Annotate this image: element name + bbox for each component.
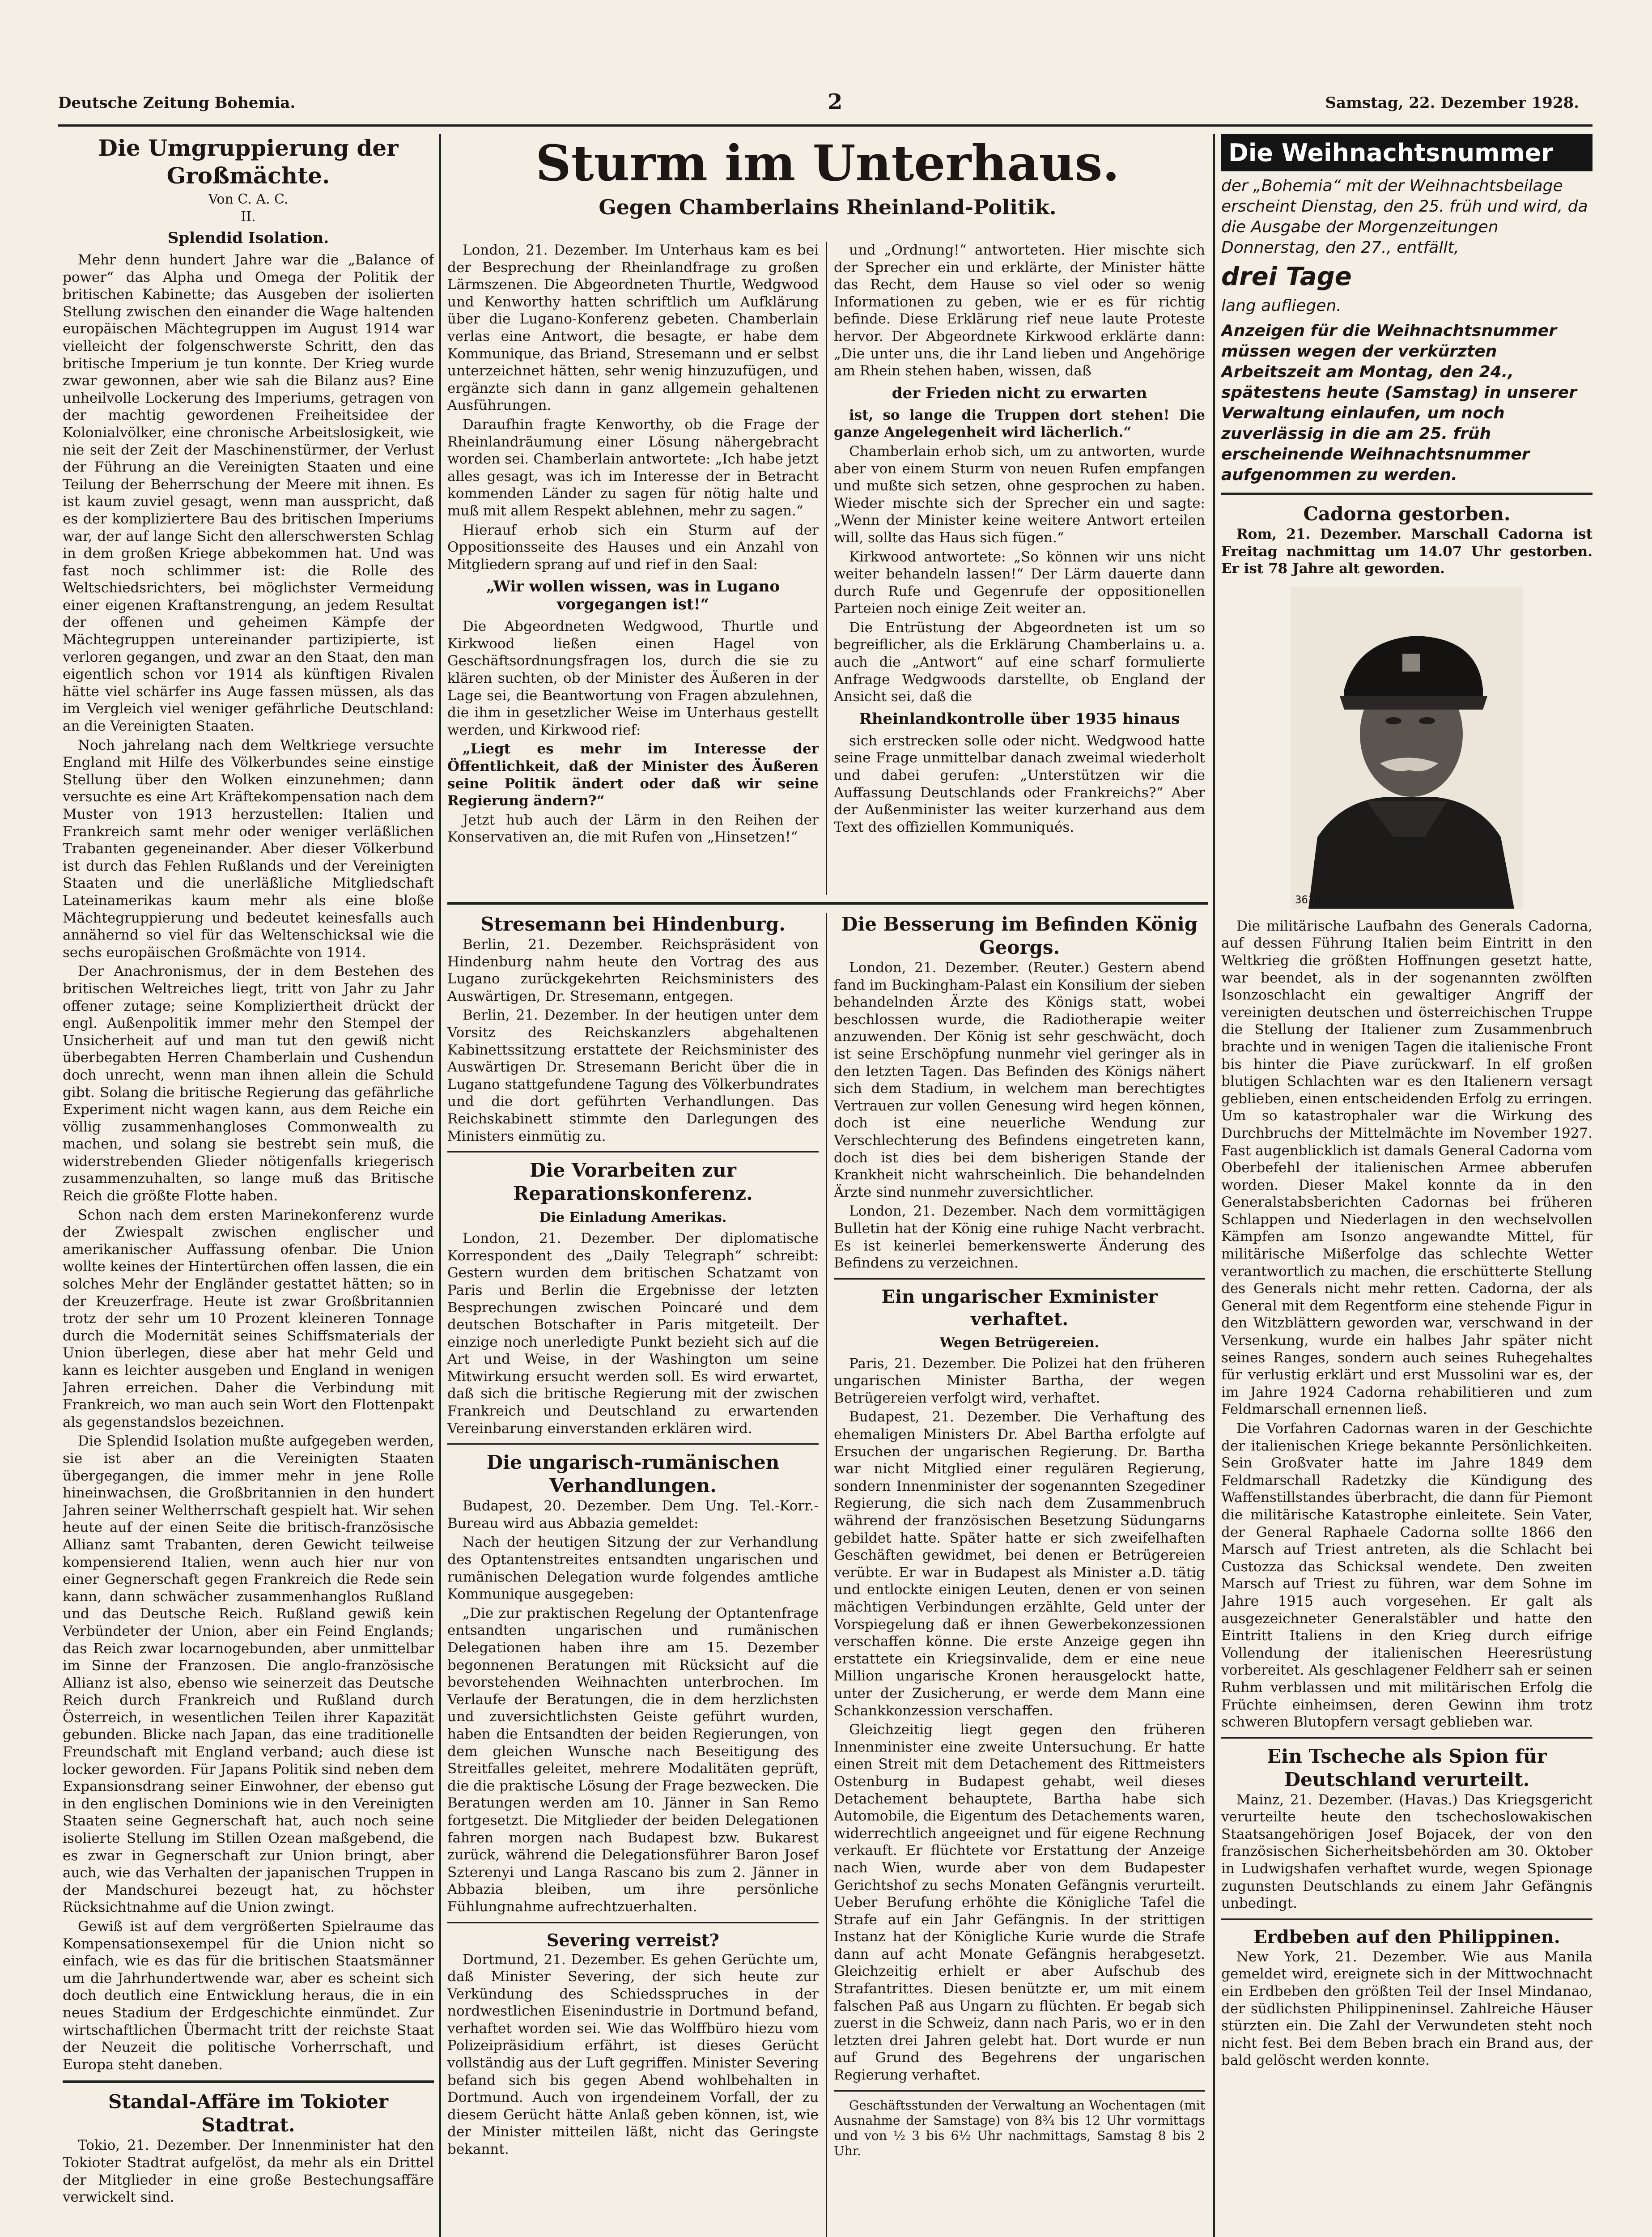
paragraph: Mehr denn hundert Jahre war die „Balance of power“ das Alpha und Omega der Politik der britischen Kabinette; das Ausgeben der isolierten Stellung zwischen den einander die Wage haltenden europäischen Mächtegruppen im August 1914 war vielleicht der folgenschwerste Schritt, den das britische Imperium je tun konnte. Der Krieg wurde zwar gewonnen, aber wie sah die Bilanz aus? Eine unheilvolle Lockerung des Imperiums, getragen von der machtig gewordenen Freiheitsidee der Kolonialvölker, eine chronische Arbeitslosigkeit, wie nie seit der Zeit der Maschinenstürmer, der Verlust der Führung an die Vereinigten Staaten und eine Teilung der Beherrschung der Meere mit ihnen. Es ist kaum zuviel gesagt, wenn man ausspricht, daß es der kompliziertere Bau des britischen Imperiums war, der auf lange Sicht den allerschwersten Schlag in dem großen Kriege abbekommen hat. Und was fast noch schlimmer ist: die Rolle des Weltschiedsrichters, bei möglichster Vermeidung einer eigenen Kraftanstrengung, an jedem Resultat der offenen und geheimen Kämpfe der Mächtegruppen untereinander partizipierte, ist verloren gegangen, und zwar an den Staat, den man eigentlich schon vor 1914 als künftigen Rivalen hätte viel schärfer ins Auge fassen müssen, als das im Vergleich viel weniger gefährliche Deutschland: an die Vereinigten Staaten. bbox=[63, 252, 434, 735]
article-subtitle: Die Einladung Amerikas. bbox=[539, 1210, 727, 1226]
column-4 bbox=[1221, 134, 1593, 2237]
article-title-cadorna: Cadorna gestorben. bbox=[1303, 503, 1511, 525]
article-title-tokio: Standal-Affäre im Tokioter Stadtrat. bbox=[108, 2091, 388, 2136]
header-rule bbox=[58, 124, 1593, 127]
column-rule-3 bbox=[1213, 134, 1215, 2237]
paragraph: Schon nach dem ersten Marinekonferenz wurde der Zwiespalt zwischen englischer und amerikanischer Auffassung ofenbar. Die Union wollte keines der Hintertürchen offen lassen, die ein solches Mehr der Engländer gestattet hätten; so in der Kreuzerfrage. Heute ist zwar Großbritannien trotz der sehr um 10 Prozent kleineren Tonnage durch die Modernität seines Schiffsmaterials der Union überlegen, diese aber hat mehr Geld und kann es leichter ausgeben und England in wenigen Jahren erreichen. Daher die Verbindung mit Frankreich, wo man auch sein Wort den Flottenpakt als gegenstandslos bezeichnen. bbox=[63, 1207, 434, 1430]
running-header bbox=[58, 89, 1579, 121]
notice-text: Anzeigen für die Weihnachtsnummer müssen wegen der verkürzten Arbeitszeit am Montag, den 24., spätestens heute (Samstag) in unserer Verwaltung einlaufen, um noch zuverlässig in die am 25. früh erscheinende Weihnachtsnummer aufgenommen zu werden. bbox=[1221, 322, 1577, 484]
lead-headline bbox=[447, 134, 1208, 237]
column-3 bbox=[834, 913, 1205, 2237]
paragraph: Die militärische Laufbahn des Generals Cadorna, auf dessen Führung Italien beim Eintritt in den Weltkrieg die größten Hoffnungen gesetzt hatte, war beendet, als in der sogenannten zwölften Isonzoschlacht ein gewaltiger Angriff der vereinigten deutschen und österreichischen Truppe die Stellung der Italiener zum Zusammenbruch brachte und in wenigen Tagen die italienische Front bis hinter die Piave zurückwarf. In elf großen blutigen Schlachten war es den Italienern versagt geblieben, einen entscheidenden Erfolg zu erringen. Um so katastrophaler war die Wirkung des Durchbruchs der Mittelmächte im November 1927. Fast augenblicklich ist damals General Cadorna vom Oberbefehl der italienischen Armee abberufen worden. Dieser Makel konnte da in den Generalstabsberichten Cadornas bei früheren Schlappen und Niederlagen in den wechselvollen Kämpfen am Isonzo angewandte Mittel, für militärische Mißerfolge das schlechte Wetter verantwortlich zu machen, die erschütterte Stellung des Generals nicht mehr retten. Cadorna, der als General mit dem Regentform eine stehende Figur in den Witzblättern geworden war, verschwand in der Versenkung, wurde ein halbes Jahr später nicht seines Ranges, sondern auch seines Ruhegehaltes für verlustig erklärt und erst Mussolini war es, der im Jahre 1924 Cadorna rehabilitieren und zum Feldmarschall ernennen ließ. bbox=[1221, 918, 1593, 1418]
issue-date: Samstag, 22. Dezember 1928. bbox=[1325, 94, 1579, 112]
article-title-spion: Ein Tscheche als Spion für Deutschland verurteilt. bbox=[1267, 1745, 1547, 1790]
paragraph: Dortmund, 21. Dezember. Es gehen Gerüchte um, daß Minister Severing, der sich heute zur Verkündung des Schiedsspruches in der nordwestlichen Eisenindustrie in Dortmund befand, verhaftet worden sei. Wie das Wolffbüro hiezu vom Polizeipräsidium erfährt, ist dieses Gerücht vollständig aus der Luft gegriffen. Minister Severing befand sich bis gegen Abend wohlbehalten in Dortmund. Auch von irgendeinem Vorfall, der zu diesem Gerücht hätte Anlaß geben können, ist, wie der Minister mitteilen läßt, nicht das Geringste bekannt. bbox=[447, 1951, 819, 2158]
paragraph: London, 21. Dezember. (Reuter.) Gestern abend fand im Buckingham-Palast ein Konsilium der sieben behandelnden Ärzte des Königs statt, wobei beschlossen wurde, die Radiotherapie weiter anzuwenden. Der König ist sehr geschwächt, doch ist seine Erschöpfung nunmehr viel geringer als in den letzten Tagen. Das Befinden des Königs nähert sich dem Stadium, in welchem man berechtigtes Vertrauen zur vollen Genesung wird hegen können, doch ist eine neuerliche Wendung zur Verschlechterung des Befindens eingetreten kann, doch ist dies bei dem bisherigen Stande der Krankheit nicht wahrscheinlich. Die behandelnden Ärzte sind nunmehr zuversichtlicher. bbox=[834, 960, 1205, 1200]
portrait-illustration bbox=[1291, 587, 1523, 909]
quote-heading: „Wir wollen wissen, was in Lugano vorgegangen ist!“ bbox=[486, 578, 780, 614]
paragraph: Jetzt hub auch der Lärm in den Reihen der Konservativen an, die mit Rufen von „Hinsetzen!“ bbox=[447, 812, 819, 846]
divider bbox=[834, 1278, 1205, 1280]
paragraph: Der Anachronismus, der in dem Bestehen des britischen Weltreiches liegt, tritt von Jahr zu Jahr offener zutage; seine Kompliziertheit drückt der engl. Außenpolitik immer mehr den Stempel der Unsicherheit auf und man tut den gewiß nicht überbegabten Herren Chamberlain und Cushendun doch unrecht, wenn man ihnen allein die Schuld gibt. Solang die britische Regierung das gefährliche Experiment nicht wagen kann, aus dem Reiche ein völlig zusammenhangloses Commonwealth zu machen, und solang sie bestrebt sein muß, die widerstrebenden Glieder nötigenfalls kriegerisch zusammenzuhalten, so lange muß das Britische Reich die größte Flotte haben. bbox=[63, 963, 434, 1204]
article-title-koenig-georg: Die Besserung im Befinden König Georgs. bbox=[841, 913, 1198, 958]
paragraph: Die Splendid Isolation mußte aufgegeben werden, sie ist aber an die Vereinigten Staaten übergegangen, die immer mehr in jene Rolle hineinwachsen, die Großbritannien in den hundert Jahren seiner Weltherrschaft gespielt hat. Wir sehen heute auf der einen Seite die britisch-französische Allianz samt Trabanten, deren Gewicht teilweise kompensierend Italien, wenn auch hier nur von einer Gegnerschaft gegen Frankreich die Rede sein kann, dann schwächer zusammenhanglos Rußland und das Deutsche Reich. Rußland gewiß kein Verbündeter der Union, aber ein Feind Englands; das Reich zwar locarnogebunden, aber unmittelbar im Sinne der Franzosen. Die anglo-französische Allianz ist also, ebenso wie seinerzeit das Deutsche Reich durch Frankreich und Rußland durch Österreich, in wesentlichen Teilen ihrer Kapazität gebunden. Blicke nach Japan, das eine traditionelle Freundschaft mit England verband; auch diese ist locker geworden. Für Japans Politik sind neben dem Expansionsdrang seiner Einwohner, der ebenso gut in den englischen Dominions wie in den Vereinigten Staaten seine Gegnerschaft hat, auch noch seine isolierte Stellung im Stillen Ozean maßgebend, die es zwar in Gegnerschaft zur Union bringt, aber auch, wie das Verhalten der japanischen Truppen in der Mandschurei bezeugt hat, zu höchster Rücksichtnahme auf die Union zwingt. bbox=[63, 1433, 434, 1916]
divider bbox=[1221, 1737, 1593, 1739]
paragraph: Kirkwood antwortete: „So können wir uns nicht weiter behandeln lassen!“ Der Lärm dauerte dann durch Rufe und Gegenrufe der oppositionellen Parteien noch einige Zeit weiter an. bbox=[834, 549, 1205, 617]
paragraph: Chamberlain erhob sich, um zu antworten, wurde aber von einem Sturm von neuen Rufen empfangen und mußte sich setzen, ohne gesprochen zu haben. Wieder mischte sich der Sprecher ein und sagte: „Wenn der Minister keine weitere Antwort erteilen will, sollte das Haus sich fügen.“ bbox=[834, 443, 1205, 546]
section-heading: Splendid Isolation. bbox=[167, 229, 329, 247]
paragraph: London, 21. Dezember. Nach dem vormittägigen Bulletin hat der König eine ruhige Nacht verbracht. Es ist keinerlei bemerkenswerte Änderung des Befindens zu verzeichnen. bbox=[834, 1203, 1205, 1272]
paragraph: New York, 21. Dezember. Wie aus Manila gemeldet wird, ereignete sich in der Mittwochnacht ein Erdbeben den größten Teil der Insel Mindanao, der südlichsten Philippineninsel. Zahlreiche Häuser stürzten ein. Die Zahl der Verwundeten steht noch nicht fest. Bei dem Beben brach ein Brand aus, der bald gelöscht werden konnte. bbox=[1221, 1948, 1593, 2069]
column-rule-2 bbox=[826, 913, 827, 2237]
lead-title: Sturm im Unterhaus. bbox=[535, 134, 1120, 192]
inline-heading: der Frieden nicht zu erwarten bbox=[892, 384, 1147, 402]
paragraph: Nach der heutigen Sitzung der zur Verhandlung des Optantenstreites entsandten ungarischen und rumänischen Delegation wurde folgendes amtliche Kommunique ausgegeben: bbox=[447, 1534, 819, 1603]
divider bbox=[834, 2090, 1205, 2092]
paragraph: Berlin, 21. Dezember. Reichspräsident von Hindenburg nahm heute den Vortrag des aus Lugano zurückgekehrten Reichsministers des Auswärtigen, Dr. Stresemann, entgegen. bbox=[447, 936, 819, 1004]
divider bbox=[447, 1443, 819, 1445]
portrait-photo bbox=[1291, 587, 1523, 909]
article-title-umgruppierung: Die Umgruppierung der Großmächte. bbox=[98, 135, 399, 189]
paragraph: Gewiß ist auf dem vergrößerten Spielraume das Kompensationsexempel für die Union nicht so einfach, wie es das für die britischen Staatsmänner um die Jahrhundertwende war, aber es scheint sich doch deutlich eine Entwicklung heraus, die in ein neues Stadium der Erdgeschichte einmündet. Zur wirtschaftlichen Übermacht tritt der reichste Staat der Neuzeit die politische Vorherrschaft, und Europa steht daneben. bbox=[63, 1918, 434, 2073]
paragraph: London, 21. Dezember. Im Unterhaus kam es bei der Besprechung der Rheinlandfrage zu großen Lärmszenen. Die Abgeordneten Thurtle, Wedgwood und Kenworthy hatten schriftlich um Aufklärung über die Lugano-Konferenz gebeten. Chamberlain verlas eine Antwort, die besagte, er habe dem Kommunique, das Briand, Stresemann und er selbst unterzeichnet hätten, sehr wenig hinzuzufügen, und ergänzte sich dann in ganz allgemein gehaltenen Ausführungen. bbox=[447, 242, 819, 414]
divider bbox=[447, 1151, 819, 1153]
paragraph: Die Vorfahren Cadornas waren in der Geschichte der italienischen Kriege bekannte Persönlichkeiten. Sein Großvater hatte im Jahre 1849 dem Feldmarschall Radetzky die Kündigung des Waffenstillstandes überbracht, die dann für Piemont die militärische Katastrophe einleitete. Sein Vater, der General Raphaele Cadorna sollte 1866 den Marsch auf Triest antreten, als die Schlacht bei Custozza das Schicksal wendete. Den zweiten Marsch auf Triest zu führen, war dem Sohne im Jahre 1915 auch vorgesehen. Er galt als ausgezeichneter Generalstäbler und hatte den Eintritt Italiens in den Krieg durch eifrige Vollendung der italienischen Heeresrüstung vorbereitet. Als geschlagener Feldherr sah er seinen Ruhm verblassen und mit militärischen Erfolg die Früchte einheimsen, deren Gewinn ihm trotz schweren Blutopfern versagt geblieben war. bbox=[1221, 1420, 1593, 1731]
article-title-bartha: Ein ungarischer Exminister verhaftet. bbox=[881, 1286, 1158, 1330]
lead-column-a bbox=[447, 242, 819, 899]
paragraph: Tokio, 21. Dezember. Der Innenminister hat den Tokioter Stadtrat aufgelöst, da mehr als ein Drittel der Mitglieder in eine große Bestechungsaffäre verwickelt sind. bbox=[63, 2137, 434, 2206]
paragraph: Rom, 21. Dezember. Marschall Cadorna ist Freitag nachmittag um 14.07 Uhr gestorben. Er ist 78 Jahre alt geworden. bbox=[1221, 526, 1593, 577]
article-byline: Von C. A. C. bbox=[208, 191, 289, 207]
column-rule-1 bbox=[439, 134, 441, 2237]
article-part: II. bbox=[241, 209, 256, 225]
article-title-stresemann: Stresemann bei Hindenburg. bbox=[480, 913, 786, 935]
paragraph: Berlin, 21. Dezember. In der heutigen unter dem Vorsitz des Reichskanzlers abgehaltenen Kabinettssitzung erstattete der Reichsminister des Auswärtigen Dr. Stresemann Bericht über die in Lugano stattgefundene Tagung des Völkerbundrates und die dort geführten Verhandlungen. Das Reichskabinett stimmte den Darlegungen des Ministers einmütig zu. bbox=[447, 1007, 819, 1144]
inline-heading: Rheinlandkontrolle über 1935 hinaus bbox=[859, 710, 1180, 728]
article-subtitle: Wegen Betrügereien. bbox=[939, 1335, 1100, 1351]
article-title-severing: Severing verreist? bbox=[547, 1930, 719, 1950]
notice-days: drei Tage bbox=[1221, 262, 1352, 291]
paragraph: „Die zur praktischen Regelung der Optantenfrage entsandten ungarischen und rumänischen Delegationen haben ihre am 15. Dezember begonnenen Beratungen mit Rücksicht auf die bevorstehenden Weihnachten unterbrochen. Im Verlaufe der Beratungen, die in dem herzlichsten und zuversichtlichsten Geiste geführt wurden, haben die Entsandten der beiden Regierungen, von dem gleichen Wunsche nach Beseitigung des Streitfalles geleitet, mehrere Modalitäten geprüft, die die praktische Lösung der Frage bezwecken. Die Beratungen werden am 10. Jänner in San Remo fortgesetzt. Die Mitglieder der beiden Delegationen fahren morgen nach Budapest bzw. Bukarest zurück, während die Delegationsführer Baron Josef Szterenyi und Langa Rascano bis zum 2. Jänner in Abbazia bleiben, um ihre persönliche Fühlungnahme aufrechtzuerhalten. bbox=[447, 1605, 819, 1915]
photo-tag: 3610 bbox=[1295, 893, 1321, 906]
paragraph: ist, so lange die Truppen dort stehen! Die ganze Angelegenheit wird lächerlich.“ bbox=[834, 407, 1205, 441]
paragraph: und „Ordnung!“ antworteten. Hier mischte sich der Sprecher ein und erklärte, der Minister hätte das Recht, dem Hause so viel oder so wenig Informationen zu geben, wie er es für richtig befinde. Diese Erklärung rief neue laute Proteste hervor. Der Abgeordnete Kirkwood erklärte dann: „Die unter uns, die ihr Land lieben und Angehörige am Rhein stehen haben, wissen, daß bbox=[834, 242, 1205, 379]
column-2 bbox=[447, 913, 819, 2237]
divider bbox=[1221, 1918, 1593, 1920]
lead-subtitle: Gegen Chamberlains Rheinland-Politik. bbox=[599, 195, 1057, 219]
article-title-ungarisch-rumaenisch: Die ungarisch-rumänischen Verhandlungen. bbox=[486, 1451, 780, 1497]
paragraph: Budapest, 21. Dezember. Die Verhaftung des ehemaligen Ministers Dr. Abel Bartha erfolgte auf Ersuchen der ungarischen Regierung. Dr. Bartha war nicht Mitglied einer regulären Regierung, sondern Innenminister der sogenannten Szegediner Regierung, die sich nach dem Zusammenbruch während der französischen Besetzung Südungarns gebildet hatte. Später hatte er sich zweifelhaften Geschäften gewidmet, bei denen er Betrügereien verübte. Er war in Budapest als Minister a.D. tätig und entlockte einigen Leuten, denen er von seinen mächtigen Verbindungen erzählte, Geld unter der Vorspiegelung daß er ihnen Gewerbekonzessionen verschaffen könne. Die erste Anzeige gegen ihn erstattete ein Kriegsinvalide, dem er eine neue Million ungarische Kronen herausgelockt hatte, unter der Zusicherung, er werde dem Mann eine Schankkonzession verschaffen. bbox=[834, 1409, 1205, 1719]
paragraph: Budapest, 20. Dezember. Dem Ung. Tel.-Korr.-Bureau wird aus Abbazia gemeldet: bbox=[447, 1498, 819, 1531]
column-1 bbox=[63, 134, 434, 2237]
office-hours-notice: Geschäftsstunden der Verwaltung an Wochentagen (mit Ausnahme der Samstage) von 8¾ bis 12 Uhr vormittags und von ½ 3 bis 6½ Uhr nachmittags, Samstag 8 bis 2 Uhr. bbox=[834, 2097, 1205, 2158]
page-number: 2 bbox=[828, 89, 843, 115]
paragraph: „Liegt es mehr im Interesse der Öffentlichkeit, daß der Minister des Äußeren seine Politik ändert oder daß wir seine Regierung ändern?“ bbox=[447, 741, 819, 809]
paragraph: Hierauf erhob sich ein Sturm auf der Oppositionsseite des Hauses und ein Anzahl von Mitgliedern sprang auf und rief in den Saal: bbox=[447, 522, 819, 573]
paragraph: Die Abgeordneten Wedgwood, Thurtle und Kirkwood ließen einen Hagel von Geschäftsordnungsfragen los, durch die sie zu klären suchten, ob der Minister des Äußeren in der Lage sei, die Beantwortung von Fragen abzulehnen, die ihm in gesetzlicher Weise im Unterhaus gestellt werden, und Kirkwood rief: bbox=[447, 618, 819, 738]
notice-text: lang aufliegen. bbox=[1221, 297, 1342, 315]
divider bbox=[447, 1922, 819, 1923]
column-rule-lead bbox=[826, 242, 827, 895]
paragraph: Die Entrüstung der Abgeordneten ist um so begreiflicher, als die Erklärung Chamberlains u. a. auch die „Antwort“ auf eine scharf formulierte Anfrage Wedgwoods darstellte, ob England der Ansicht sei, daß die bbox=[834, 619, 1205, 705]
paragraph: sich erstrecken solle oder nicht. Wedgwood hatte seine Frage unmittelbar danach zweimal wiederholt und dabei gerufen: „Unterstützen wir die Auffassung Deutschlands oder Frankreichs?“ Aber der Außenminister las weiter kurzerhand aus dem Text des offiziellen Kommuniqués. bbox=[834, 732, 1205, 835]
paragraph: Noch jahrelang nach dem Weltkriege versuchte England mit Hilfe des Völkerbundes seine einstige Stellung über den Wolken einzunehmen; dann versuchte es eine Art Kräftekompensation nach dem Muster von 1913 herzustellen: Italien und Frankreich samt mehr oder weniger verläßlichen Trabanten gegeneinander. Aber dieser Völkerbund ist durch das Fehlen Rußlands und der Vereinigten Staaten und die unerläßliche Mitgliedschaft Lateinamerikas kaum mehr als eine bloße Mächtegruppierung und bedeutet keinesfalls auch annähernd so viel für das Weltenschicksal wie die sechs europäischen Großmächte von 1914. bbox=[63, 737, 434, 961]
paragraph: Paris, 21. Dezember. Die Polizei hat den früheren ungarischen Minister Bartha, der wegen Betrügereien verfolgt wird, verhaftet. bbox=[834, 1355, 1205, 1406]
paragraph: Daraufhin fragte Kenworthy, ob die Frage der Rheinlandräumung einer Lösung nähergebracht worden sei. Chamberlain antwortete: „Ich habe jetzt alles gesagt, was ich im Interesse der in Betracht kommenden Länder zu sagen für nötig halte und muß mit allem Respekt ablehnen, mehr zu sagen.“ bbox=[447, 416, 819, 519]
article-title-reparation: Die Vorarbeiten zur Reparationskonferenz. bbox=[513, 1159, 753, 1205]
christmas-notice bbox=[1221, 134, 1593, 485]
paragraph: London, 21. Dezember. Der diplomatische Korrespondent des „Daily Telegraph“ schreibt: Gestern wurden dem britischen Schatzamt von Paris und Berlin die Ergebnisse der letzten Besprechungen zwischen Poincaré und dem deutschen Botschafter in Paris mitgeteilt. Der einzige noch unerledigte Punkt bezieht sich auf die Art und Weise, in der Washington um seine Mitwirkung ersucht werden soll. Es wird erwartet, daß sich die britische Regierung mit der zwischen Frankreich und Deutschland zu erwartenden Vereinbarung einverstanden erklären wird. bbox=[447, 1230, 819, 1437]
paragraph: Mainz, 21. Dezember. (Havas.) Das Kriegsgericht verurteilte heute den tschechoslowakischen Staatsangehörigen Josef Bojacek, der von den französischen Sicherheitsbehörden am 30. Oktober in Ludwigshafen verhaftet wurde, wegen Spionage zugunsten Deutschlands zu einem Jahr Gefängnis unbedingt. bbox=[1221, 1791, 1593, 1912]
notice-text: der „Bohemia“ mit der Weihnachtsbeilage erscheint Dienstag, den 25. früh und wird, da die Ausgabe der Morgenzeitungen Donnerstag, den 27., entfällt, bbox=[1221, 177, 1588, 257]
article-title-erdbeben: Erdbeben auf den Philippinen. bbox=[1253, 1926, 1560, 1948]
notice-heading: Die Weihnachtsnummer bbox=[1221, 134, 1593, 171]
masthead-name: Deutsche Zeitung Bohemia. bbox=[58, 94, 296, 112]
lead-column-b bbox=[834, 242, 1205, 899]
lead-bottom-rule bbox=[447, 902, 1208, 905]
divider bbox=[1221, 493, 1593, 495]
paragraph: Gleichzeitig liegt gegen den früheren Innenminister eine zweite Untersuchung. Er hatte einen Streit mit dem Detachement des Rittmeisters Ostenburg in Budapest gehabt, weil dieses Detachement behauptete, Bartha habe sich Automobile, die Eigentum des Detachements waren, widerrechtlich angeeignet und für eigene Rechnung verkauft. Er flüchtete vor Erstattung der Anzeige nach Wien, wurde aber von dem Budapester Gerichtshof zu sechs Monaten Gefängnis verurteilt. Ueber Berufung erhöhte die Königliche Tafel die Strafe auf ein Jahr Gefängnis. In der strittigen Instanz hat der Königliche Kurie wurde die Strafe dann auf acht Monate Gefängnis herabgesetzt. Gleichzeitig erhielt er aber Aufschub des Strafantrittes. Diesen benützte er, um mit einem falschen Paß aus Ungarn zu flüchten. Er begab sich zuerst in die Schweiz, dann nach Paris, wo er in den letzten drei Jahren gelebt hat. Dort wurde er nun auf Grund des Begehrens der ungarischen Regierung verhaftet. bbox=[834, 1722, 1205, 2084]
divider bbox=[63, 2080, 434, 2083]
